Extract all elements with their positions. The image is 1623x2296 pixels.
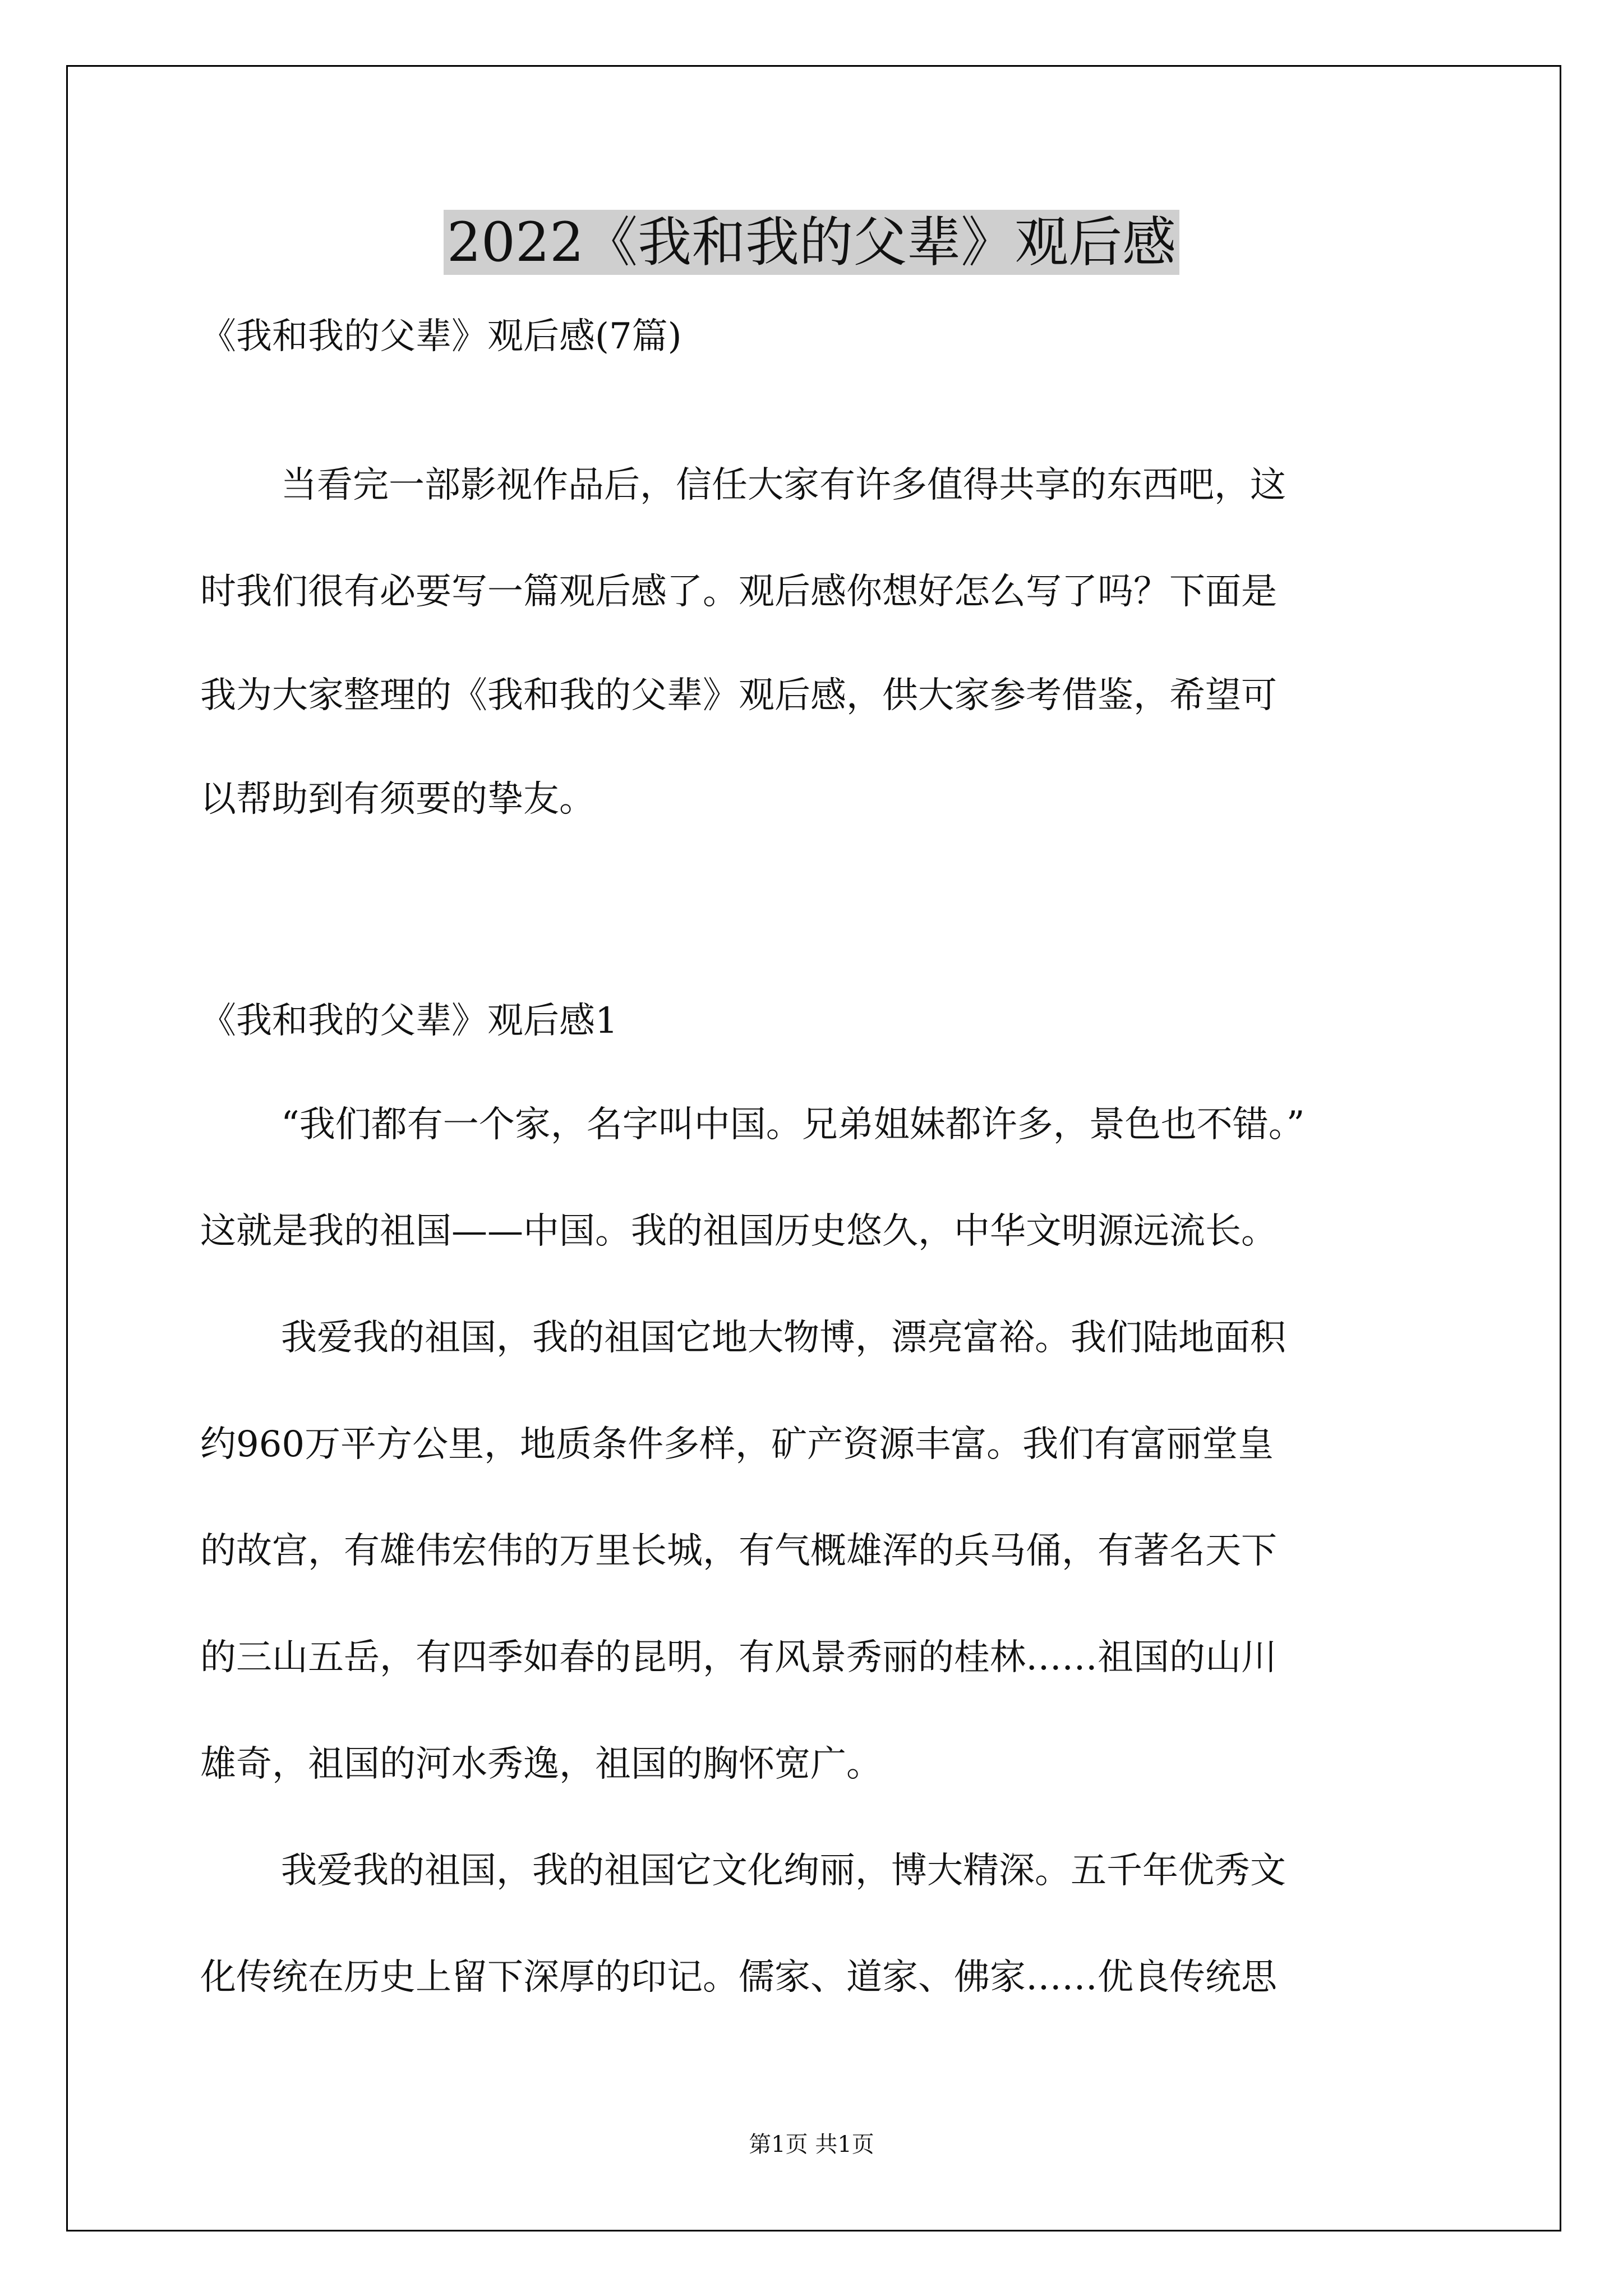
section-heading: 《我和我的父辈》观后感1: [200, 1000, 618, 1042]
body-line-6: 的三山五岳，有四季如春的昆明，有风景秀丽的桂林……祖国的山川: [200, 1637, 1277, 1678]
body-line-8: 我爱我的祖国，我的祖国它文化绚丽，博大精深。五千年优秀文: [281, 1850, 1286, 1892]
intro-line-1: 当看完一部影视作品后，信任大家有许多值得共享的东西吧，这: [281, 464, 1286, 506]
body-line-4: 约960万平方公里，地质条件多样，矿产资源丰富。我们有富丽堂皇: [200, 1424, 1274, 1465]
intro-line-4: 以帮助到有须要的挚友。: [200, 779, 595, 820]
intro-line-2: 时我们很有必要写一篇观后感了。观后感你想好怎么写了吗？下面是: [200, 571, 1277, 613]
body-line-3: 我爱我的祖国，我的祖国它地大物博，漂亮富裕。我们陆地面积: [281, 1317, 1286, 1359]
intro-line-3: 我为大家整理的《我和我的父辈》观后感，供大家参考借鉴，希望可: [200, 675, 1277, 716]
body-line-7: 雄奇，祖国的河水秀逸，祖国的胸怀宽广。: [200, 1743, 882, 1785]
document-title: [0, 203, 1623, 282]
document-subtitle: 《我和我的父辈》观后感(7篇): [200, 316, 682, 357]
body-line-1: “我们都有一个家，名字叫中国。兄弟姐妹都许多，景色也不错。”: [281, 1104, 1305, 1145]
body-line-5: 的故宫，有雄伟宏伟的万里长城，有气概雄浑的兵马俑，有著名天下: [200, 1530, 1277, 1572]
body-line-2: 这就是我的祖国——中国。我的祖国历史悠久，中华文明源远流长。: [200, 1211, 1277, 1252]
body-line-9: 化传统在历史上留下深厚的印记。儒家、道家、佛家……优良传统思: [200, 1957, 1277, 1998]
document-title-text: 2022《我和我的父辈》观后感: [444, 210, 1179, 275]
page-number: 第1页 共1页: [749, 2132, 874, 2157]
